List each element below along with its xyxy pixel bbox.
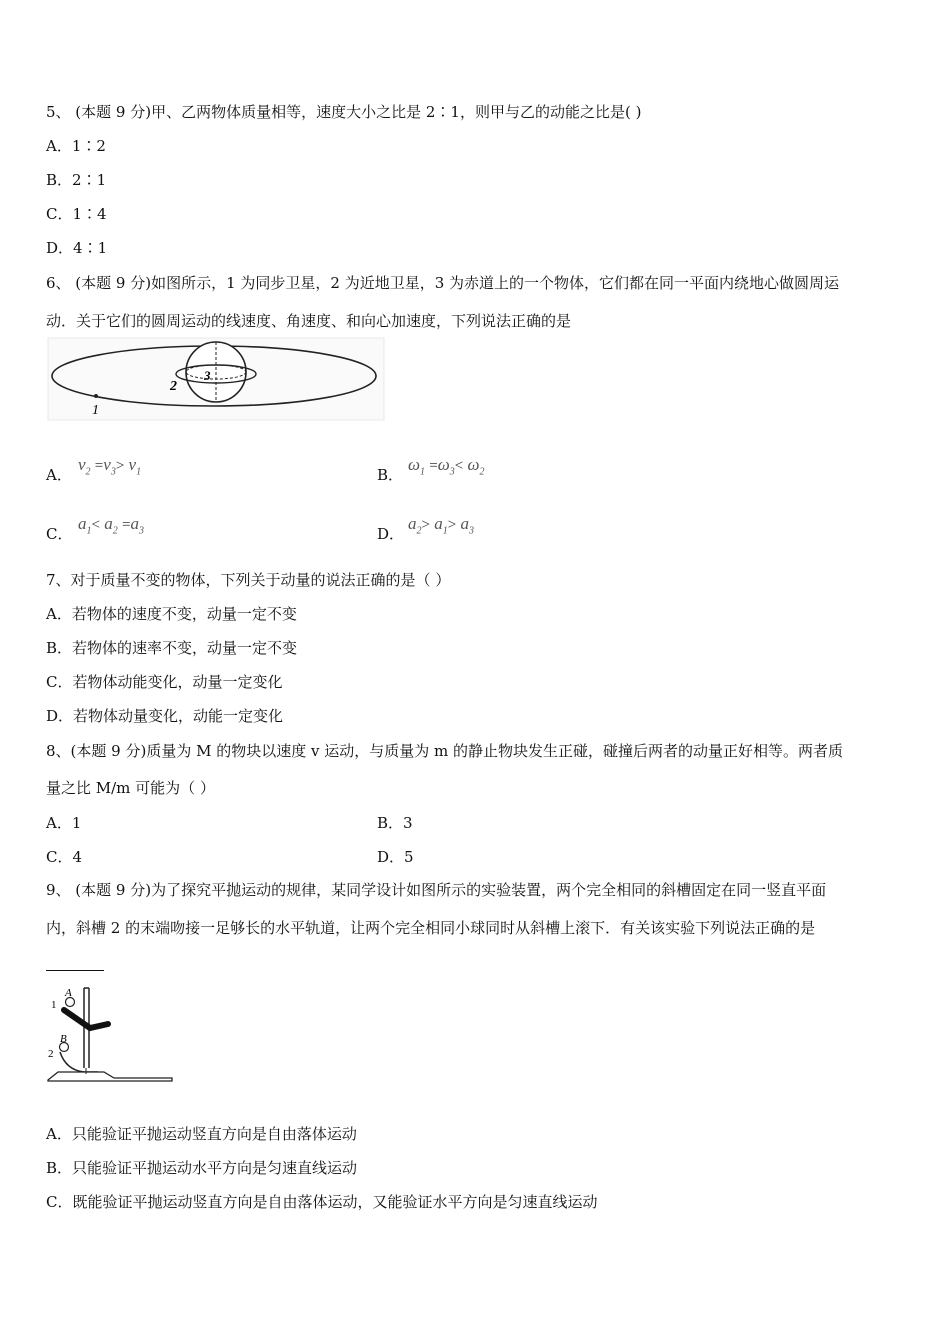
q5-option-c: C．1∶4 [46,205,107,223]
orbit-label-3: 3 [204,368,211,383]
q6-option-d-math: $a_2> a_1> a_3$ [408,514,474,537]
q9-option-c: C．既能验证平抛运动竖直方向是自由落体运动，又能验证水平方向是匀速直线运动 [46,1193,598,1211]
ball-label-b: B [60,1033,67,1045]
chute-1 [64,1010,108,1028]
orbit-label-2: 2 [170,379,177,394]
q5-stem: 5、 (本题 9 分)甲、乙两物体质量相等，速度大小之比是 2∶1，则甲与乙的动能之比是( ) [46,103,642,121]
q9-stem-line2: 内，斜槽 2 的末端吻接一足够长的水平轨道，让两个完全相同小球同时从斜槽上滚下．有关该实验下列说法正确的是 [46,919,816,937]
q8-option-c: C．4 [46,848,83,866]
q6-option-c-math: $a_1< a_2 =a_3$ [78,514,144,537]
q8-stem-line1: 8、(本题 9 分)质量为 M 的物块以速度 v 运动，与质量为 m 的静止物块发生正碰，碰撞后两者的动量正好相等。两者质 [46,742,843,760]
q6-stem-line2: 动．关于它们的圆周运动的线速度、角速度、和向心加速度，下列说法正确的是 [46,312,572,330]
q6-stem-line1: 6、 (本题 9 分)如图所示，1 为同步卫星，2 为近地卫星，3 为赤道上的一个物体，它们都在同一平面内绕地心做圆周运 [46,274,840,292]
q6-option-b-math: $\omega_1 =\omega_3< \omega_2$ [408,455,485,478]
q7-stem: 7、对于质量不变的物体，下列关于动量的说法正确的是（ ） [46,571,451,589]
q7-option-d: D．若物体动量变化，动能一定变化 [46,707,284,725]
q6-option-b-letter: B． [377,466,404,484]
q8-option-a: A．1 [46,814,82,832]
q8-option-d: D．5 [377,848,414,866]
q9-stem-line1: 9、 (本题 9 分)为了探究平抛运动的规律，某同学设计如图所示的实验装置，两个完全相同的斜槽固定在同一竖直平面 [46,881,827,899]
q9-option-a: A．只能验证平抛运动竖直方向是自由落体运动 [46,1125,357,1143]
orbit-label-1: 1 [92,403,99,418]
chute-apparatus-diagram [44,984,178,1090]
chute-label-1: 1 [51,999,57,1011]
q7-option-b: B．若物体的速率不变，动量一定不变 [46,639,298,657]
q8-stem-line2: 量之比 M/m 可能为（ ） [46,779,215,797]
ball-label-a: A [65,987,72,999]
q7-option-a: A．若物体的速度不变，动量一定不变 [46,605,297,623]
q7-option-c: C．若物体动能变化，动量一定变化 [46,673,283,691]
chute-2 [60,1052,98,1072]
q6-option-c-letter: C． [46,525,73,543]
chute-label-2: 2 [48,1048,54,1060]
orbit-diagram [46,336,386,422]
q6-option-a-letter: A． [46,466,72,484]
q5-option-b: B．2∶1 [46,171,107,189]
q9-option-b: B．只能验证平抛运动水平方向是匀速直线运动 [46,1159,358,1177]
q8-option-b: B．3 [377,814,413,832]
q6-option-d-letter: D． [377,525,405,543]
q9-answer-blank [46,970,104,971]
q5-option-d: D．4∶1 [46,239,108,257]
q5-option-a: A．1∶2 [46,137,106,155]
q6-option-a-math: $v_2 =v_3> v_1$ [78,455,142,478]
